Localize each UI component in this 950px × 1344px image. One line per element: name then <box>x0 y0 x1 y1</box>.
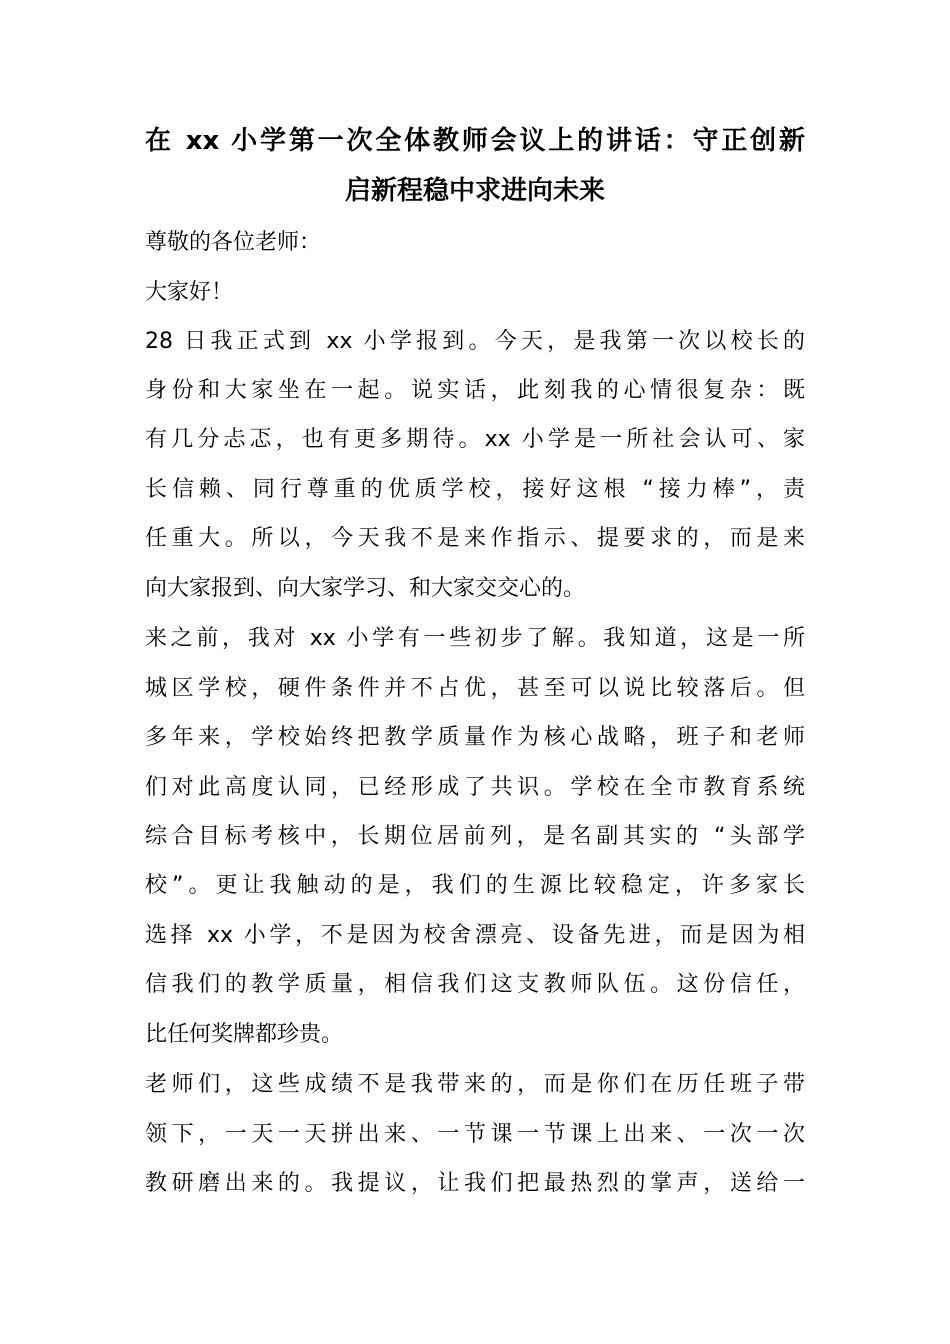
paragraph-line: 城区学校，硬件条件并不占优，甚至可以说比较落后。但 <box>145 676 805 701</box>
paragraph-line: 来之前，我对 xx 小学有一些初步了解。我知道，这是一所 <box>145 626 805 651</box>
paragraph-line: 28 日我正式到 xx 小学报到。今天，是我第一次以校长的 <box>145 329 805 354</box>
document-title-line-2: 启新程稳中求进向未来 <box>344 176 605 206</box>
salutation: 尊敬的各位老师： <box>145 230 322 255</box>
paragraph-line: 比任何奖牌都珍贵。 <box>145 1022 344 1047</box>
paragraph-line: 校”。更让我触动的是，我们的生源比较稳定，许多家长 <box>145 873 805 898</box>
paragraph-line: 多年来，学校始终把教学质量作为核心战略，班子和老师 <box>145 725 805 750</box>
paragraph-line: 任重大。所以，今天我不是来作指示、提要求的，而是来 <box>145 526 805 551</box>
paragraph-line: 们对此高度认同，已经形成了共识。学校在全市教育系统 <box>145 775 805 800</box>
document-title-line-1: 在 xx 小学第一次全体教师会议上的讲话：守正创新 <box>145 126 805 156</box>
paragraph-line: 有几分忐忑，也有更多期待。xx 小学是一所社会认可、家 <box>145 427 805 452</box>
paragraph-line: 教研磨出来的。我提议，让我们把最热烈的掌声，送给一 <box>145 1171 805 1196</box>
paragraph-line: 向大家报到、向大家学习、和大家交交心的。 <box>145 576 586 601</box>
paragraph-line: 信我们的教学质量，相信我们这支教师队伍。这份信任， <box>145 972 805 997</box>
paragraph-line: 领下，一天一天拼出来、一节课一节课上出来、一次一次 <box>145 1122 805 1147</box>
paragraph-line: 选择 xx 小学，不是因为校舍漂亮、设备先进，而是因为相 <box>145 923 805 948</box>
paragraph-line: 综合目标考核中，长期位居前列，是名副其实的 “头部学 <box>145 824 805 849</box>
paragraph-line: 身份和大家坐在一起。说实话，此刻我的心情很复杂：既 <box>145 378 805 403</box>
paragraph-line: 长信赖、同行尊重的优质学校，接好这根 “接力棒”，责 <box>145 477 805 502</box>
paragraph-line: 老师们，这些成绩不是我带来的，而是你们在历任班子带 <box>145 1072 805 1097</box>
greeting: 大家好！ <box>145 280 234 305</box>
